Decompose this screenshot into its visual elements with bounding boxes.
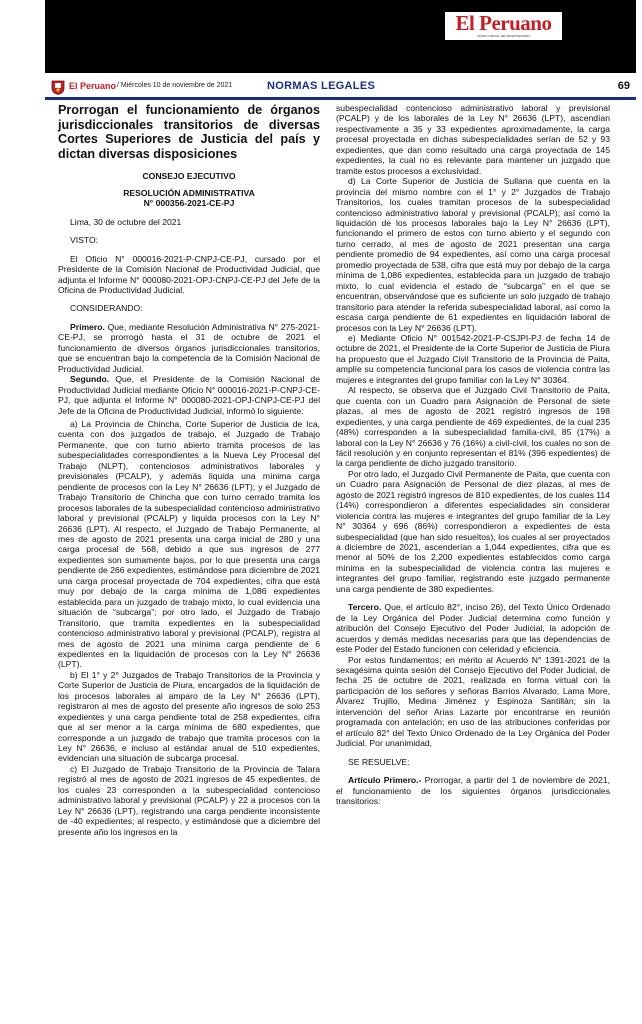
masthead-tagline: DIARIO OFICIAL DEL BICENTENARIO <box>477 34 530 38</box>
header-rule <box>45 97 636 100</box>
coat-of-arms-icon <box>50 80 66 95</box>
right-column <box>336 103 610 806</box>
resolution-title: RESOLUCIÓN ADMINISTRATIVA <box>123 187 255 198</box>
tercero-body: Que, el artículo 82°, inciso 26), del Texto Único Ordenado de la Ley Orgánica del Poder Judicial determina como función y atribución del Consejo Ejecutivo del Poder Judicial, la adopción de acuerdos y demás medidas necesarias para que las dependencias de este Poder del Estado funcionen con celeridad y eficiencia. <box>336 602 610 655</box>
org-name: CONSEJO EJECUTIVO <box>142 171 236 182</box>
masthead-brand: El Peruano <box>455 11 552 35</box>
item-d: d) La Corte Superior de Justicia de Sullana que cuenta en la provincia del mismo nombre con el 1° y 2° Juzgados de Trabajo Transitorios, los cuales tramitan procesos de la subespecialidad contencioso administrativo laboral y previsional (PCALP); así como la liquidación de los procesos laborales bajo la Ley N° 26636 (LPT), funcionando el primero de estos con turno abierto y el segundo con turno cerrado, al mes de agosto de 2021 presentan una carga pendiente promedio de 94 expedientes, así como una carga procesal promedio proyectada de 538, cifra que está muy por debajo de la carga mínima de 1,086 expedientes, establecida para un juzgado de trabajo mixto, lo cual evidencia el estado de “subcarga” en el que se encuentran, observándose que es suficiente un solo juzgado de trabajo transitorio para atender la referida subespecialidad laboral, así como la escasa carga pendiente de 61 expedientes en liquidación laboral de procesos con la Ley N° 26636 (LPT). <box>336 176 610 333</box>
item-b: b) El 1° y 2° Juzgados de Trabajo Transitorios de la Provincia y Corte Superior de Justicia de Piura, encargados de la liquidación de los procesos laborales al amparo de la Ley N° 26636 (LPT), registraron al mes de agosto del presente año ingresos de solo 253 expedientes y una carga pendiente total de 258 expedientes, cifra que al ser menor a la carga mínima de 680 expedientes, que corresponde a un juzgado de trabajo que tramita procesos con la Ley N° 26636, e incluso al estándar anual de 510 expedientes, evidencian una situación de subcarga procesal. <box>58 669 320 764</box>
item-e: e) Mediante Oficio N° 001542-2021-P-CSJPI-PJ de fecha 14 de octubre de 2021, el Presidente de la Corte Superior de Justicia de Piura ha propuesto que el Juzgado Civil Transitorio de la Provincia de Paita, amplíe su competencia funcional para los casos de violencia contra las mujeres e integrantes del grupo familiar con la Ley N° 30364. <box>336 332 610 385</box>
primero-lead: Primero. <box>70 321 105 332</box>
resuelve-heading: SE RESUELVE: <box>348 756 410 767</box>
page-number: 69 <box>617 80 630 92</box>
item-a: a) La Provincia de Chincha, Corte Superior de Justicia de Ica, cuenta con dos juzgados de trabajo, el Juzgado de Trabajo Permanente, que con turno abierto tramita procesos de las subespecialidades correspondientes a la Nueva Ley Procesal del Trabajo (NLPT), contenciosos administrativos laborales y previsionales (PCALP), y además liquida una mínima carga pendiente de procesos con la Ley N° 26636 (LPT); y el Juzgado de Trabajo Transitorio de Chincha que con turno cerrado tramita los procesos laborales de la subespecialidad contencioso administrativo laboral y previsional (PCALP) y liquida procesos con la Ley N° 26636 (LPT). Al respecto, el Juzgado de Trabajo Permanente, al mes de agosto de 2021 presenta una carga inicial de 280 y una carga procesal de 568, debido a que sus ingresos de 277 expedientes son sumamente bajos, por lo que presenta una carga pendiente de 266 expedientes, estimándose para diciembre de 2021 una carga procesal proyectada de 704 expedientes, cifra que está muy por debajo de la carga mínima de 1,086 expedientes establecida para un juzgado de trabajo mixto, lo cual evidencia una situación de “subcarga”; por otro lado, el Juzgado de Trabajo Transitorio, que tramita expedientes en la subespecialidad contencioso administrativo laboral y previsional (PCALP), registra al mes de agosto de 2021 una mínima carga pendiente de 6 expedientes en la liquidación de procesos con la Ley N° 26636 (LPT). <box>58 418 320 670</box>
masthead-logo <box>445 12 562 40</box>
left-column <box>58 103 320 837</box>
paragraph-primero <box>58 322 320 374</box>
visto-heading: VISTO: <box>70 235 99 246</box>
considerando-heading: CONSIDERANDO: <box>70 303 143 314</box>
articulo-primero-body: Prorrogar, a partir del 1 de noviembre de 2021, el funcionamiento de los siguientes órganos jurisdiccionales transitorios: <box>336 775 610 806</box>
paita-permanente-paragraph: Por otro lado, el Juzgado Civil Permanente de Paita, que cuenta con un Cuadro para Asignación de Personal de diez plazas, al mes de agosto de 2021 registró ingresos de 810 expedientes, de los cuales 114 (14%) correspondieron a diferentes especialidades sin considerar violencia contra las mujeres e integrantes del grupo familiar de la Ley N° 30364 y 696 (86%) correspondieron a expedientes de esta subespecialidad (que han sido resueltos), los cuales al ser proyectados a diciembre de 2021, ascenderían a 1,044 expedientes, cifra que es menor al 50% de los 2,200 expedientes establecidos como carga mínima en la subespecialidad de violencia contra las mujeres e integrantes del grupo familiar, registrando este juzgado permanente una carga pendiente de 380 expedientes. <box>336 468 610 594</box>
page-header <box>45 77 636 97</box>
item-c-continued: subespecialidad contencioso administrativo laboral y previsional (PCALP) y de los laborales de la Ley N° 26636 (LPT), ascendían respectivamente a 35 y 33 expedientes aproximadamente, la carga procesal proyectada en dichas subespecialidades serían de 52 y 93 expedientes, que dan como resultado una carga proyectada de 145 expedientes, la cual no es relevante para mantener un juzgado que tramite estos procesos a exclusividad. <box>336 103 610 176</box>
articulo-primero <box>336 775 610 806</box>
header-brand: El Peruano <box>69 81 117 91</box>
header-date: / Miércoles 10 de noviembre de 2021 <box>117 82 233 89</box>
visto-body: El Oficio N° 000016-2021-P-CNPJ-CE-PJ, cursado por el Presidente de la Comisión Nacional de Productividad Judicial, que adjunta el Informe N° 000080-2021-OPJ-CNPJ-CE-PJ del Jefe de la Oficina de Productividad Judicial. <box>58 253 320 295</box>
primero-body: Que, mediante Resolución Administrativa N° 275-2021-CE-PJ, se prorrogó hasta el 31 de octubre de 2021 el funcionamiento de diversos órganos jurisdiccionales transitorios, que se encuentran bajo la competencia de la Comisión Nacional de Productividad Judicial. <box>58 321 320 374</box>
paragraph-segundo <box>58 374 320 416</box>
paita-transitorio-paragraph: Al respecto, se observa que el Juzgado Civil Transitorio de Paita, que cuenta con un Cuadro para Asignación de Personal de siete plazas, al mes de agosto de 2021 registró ingresos de 198 expedientes, y una carga pendiente de 469 expedientes, de la cual 235 (48%) corresponden a la subespecialidad familia-civil, 85 (17%) a laboral con la Ley N° 26636 y 76 (16%) a civil-civil, los cuales no son de fácil resolución y en conjunto representan el 81% (396 expedientes) de la carga pendiente de dicho juzgado transitorio. <box>336 385 610 469</box>
segundo-body: Que, el Presidente de la Comisión Nacional de Productividad Judicial mediante Oficio N° 000016-2021-P-CNPJ-CE-PJ, que adjunta el Informe N° 000080-2021-OPJ-CNPJ-CE-PJ del Jefe de la Oficina de Productividad Judicial, informó lo siguiente: <box>58 374 320 416</box>
item-c: c) El Juzgado de Trabajo Transitorio de la Provincia de Talara registró al mes de agosto de 2021 ingresos de 45 expedientes, de los cuales 23 corresponden a la subespecialidad contencioso administrativo laboral y previsional (PCALP) y 22 a procesos con la Ley N° 26636 (LPT), registrando una carga pendiente inconsistente de -40 expedientes; al respecto, y estimándose que a diciembre del presente año los ingresos en la <box>58 763 320 837</box>
articulo-primero-lead: Artículo Primero.- <box>348 775 422 786</box>
paragraph-tercero <box>336 602 610 654</box>
tercero-lead: Tercero. <box>348 602 382 613</box>
resolution-number: N° 000356-2021-CE-PJ <box>143 198 235 209</box>
fundamentos-paragraph: Por estos fundamentos; en mérito al Acuerdo N° 1391-2021 de la sexagésima quinta sesión del Consejo Ejecutivo del Poder Judicial, de fecha 25 de octubre de 2021, realizada en forma virtual con la participación de los señores y señoras Barrios Alvarado, Lama More, Álvarez Trujillo, Medina Jiménez y Espinoza Santillán; sin la intervención del señor Arias Lazarte por encontrarse en reunión programada con antelación; en uso de las atribuciones conferidas por el artículo 82° del Texto Único Ordenado de la Ley Orgánica del Poder Judicial. Por unanimidad, <box>336 654 610 749</box>
place-date: Lima, 30 de octubre del 2021 <box>70 216 182 227</box>
headline: Prorrogan el funcionamiento de órganos jurisdiccionales transitorios de diversas Cortes Superiores de Justicia del país y dictan diversas disposiciones <box>58 103 320 161</box>
segundo-lead: Segundo. <box>70 374 110 385</box>
section-title: NORMAS LEGALES <box>267 80 376 92</box>
